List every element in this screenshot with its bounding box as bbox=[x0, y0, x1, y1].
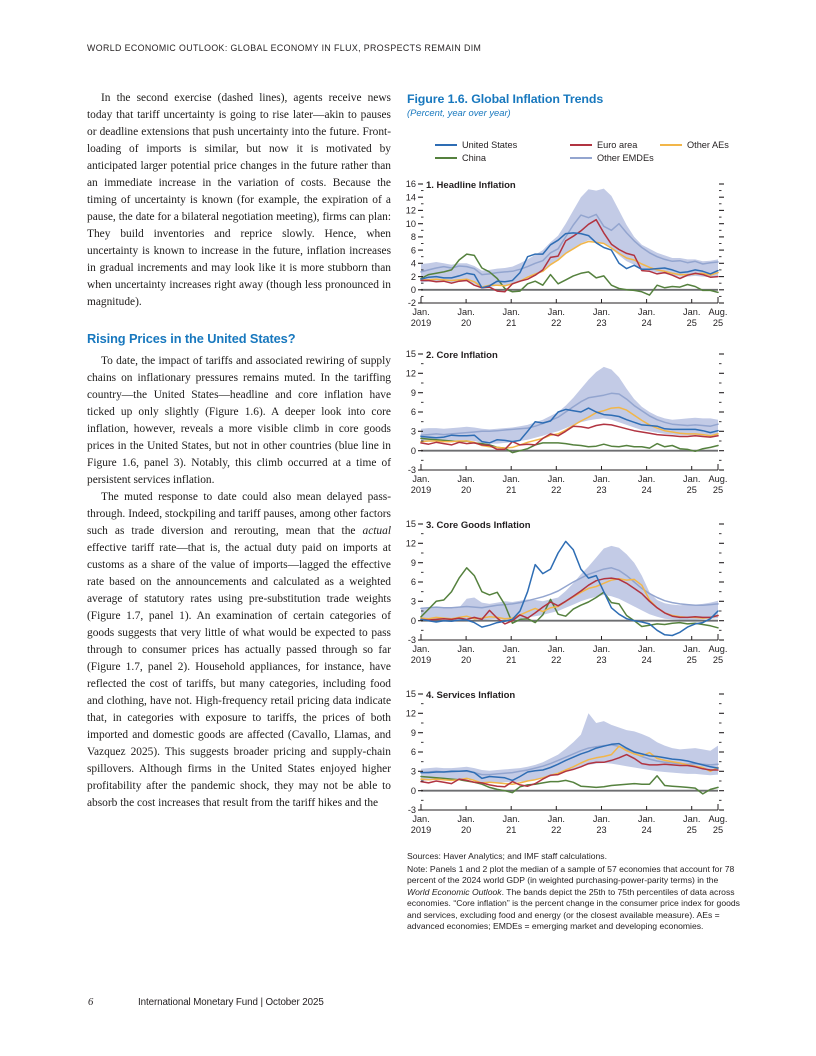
svg-text:21: 21 bbox=[506, 825, 517, 835]
panel-4-services-inflation-chart bbox=[402, 686, 738, 843]
svg-text:2019: 2019 bbox=[410, 825, 432, 835]
page-number: 6 bbox=[88, 997, 94, 1008]
svg-text:Jan.: Jan. bbox=[547, 644, 565, 654]
legend-label: China bbox=[462, 153, 487, 163]
legend-swatch bbox=[435, 144, 457, 146]
svg-text:Jan.: Jan. bbox=[637, 644, 656, 654]
svg-text:12: 12 bbox=[405, 708, 416, 719]
figure-title: Figure 1.6. Global Inflation Trends bbox=[407, 92, 604, 106]
legend-item-china bbox=[435, 152, 486, 164]
svg-text:25: 25 bbox=[712, 825, 724, 835]
svg-text:20: 20 bbox=[460, 318, 472, 328]
svg-text:0: 0 bbox=[410, 285, 416, 295]
svg-text:Jan.: Jan. bbox=[592, 307, 611, 317]
svg-text:4. Services Inflation: 4. Services Inflation bbox=[426, 690, 516, 701]
svg-text:6: 6 bbox=[410, 245, 416, 256]
legend-item-other-emdes bbox=[570, 152, 654, 164]
svg-text:12: 12 bbox=[405, 205, 416, 216]
note-part-b: . The bands depict the 25th to 75th percentiles of data across economies. “Core inflation” is the percent change in the consumer price index for goods and services, excluding food and energy (or the closest available measure). AEs = advanced economies; EMDEs = emerging market and developing economies. bbox=[407, 886, 740, 932]
legend-label: Other AEs bbox=[687, 140, 729, 150]
svg-text:23: 23 bbox=[596, 825, 607, 835]
legend-item-other-aes bbox=[660, 139, 729, 151]
svg-text:Jan.: Jan. bbox=[502, 814, 520, 824]
svg-text:3: 3 bbox=[410, 596, 416, 607]
svg-text:24: 24 bbox=[641, 825, 652, 835]
svg-text:Jan.: Jan. bbox=[457, 474, 475, 484]
legend-swatch bbox=[660, 144, 682, 146]
svg-text:Aug.: Aug. bbox=[708, 814, 728, 824]
svg-text:Jan.: Jan. bbox=[412, 644, 430, 654]
svg-text:Jan.: Jan. bbox=[637, 474, 656, 484]
section-heading: Rising Prices in the United States? bbox=[87, 331, 296, 346]
svg-text:9: 9 bbox=[410, 557, 416, 568]
panel-1-headline-inflation-chart bbox=[402, 176, 738, 336]
svg-text:12: 12 bbox=[405, 538, 416, 549]
svg-text:Jan.: Jan. bbox=[457, 814, 475, 824]
svg-text:-3: -3 bbox=[407, 805, 416, 816]
svg-text:23: 23 bbox=[596, 655, 607, 665]
svg-text:24: 24 bbox=[641, 318, 652, 328]
svg-text:-3: -3 bbox=[407, 465, 416, 476]
svg-text:23: 23 bbox=[596, 485, 607, 495]
svg-text:25: 25 bbox=[712, 318, 724, 328]
svg-text:Jan.: Jan. bbox=[457, 644, 475, 654]
svg-text:Jan.: Jan. bbox=[502, 474, 520, 484]
svg-text:Jan.: Jan. bbox=[683, 644, 701, 654]
svg-text:2. Core Inflation: 2. Core Inflation bbox=[426, 350, 498, 361]
svg-text:Jan.: Jan. bbox=[683, 307, 701, 317]
svg-text:2019: 2019 bbox=[410, 655, 432, 665]
svg-text:1. Headline Inflation: 1. Headline Inflation bbox=[426, 180, 516, 191]
legend-swatch bbox=[570, 144, 592, 146]
svg-text:12: 12 bbox=[405, 368, 416, 379]
svg-text:Jan.: Jan. bbox=[547, 474, 565, 484]
svg-text:22: 22 bbox=[551, 485, 562, 495]
panel-3-core-goods-inflation-chart bbox=[402, 516, 738, 673]
svg-text:9: 9 bbox=[410, 387, 416, 398]
panel-2-core-inflation-chart bbox=[402, 346, 738, 503]
footer-publication: International Monetary Fund | October 2025 bbox=[138, 997, 324, 1008]
svg-text:Jan.: Jan. bbox=[592, 814, 611, 824]
svg-text:24: 24 bbox=[641, 485, 652, 495]
svg-text:Aug.: Aug. bbox=[708, 307, 728, 317]
svg-text:6: 6 bbox=[410, 747, 416, 758]
figure-legend bbox=[402, 139, 742, 167]
svg-text:Aug.: Aug. bbox=[708, 474, 728, 484]
svg-text:-2: -2 bbox=[407, 298, 416, 309]
svg-text:Jan.: Jan. bbox=[457, 307, 475, 317]
svg-text:22: 22 bbox=[551, 655, 562, 665]
svg-text:Jan.: Jan. bbox=[683, 814, 701, 824]
paragraph-muted-response bbox=[87, 489, 391, 812]
paragraph-second-exercise: In the second exercise (dashed lines), agents receive news today that tariff uncertainty is going to rise later—akin to pauses or deadline extensions that push uncertainty into the future. Front-loading of imports is similar, but now it is motivated by anticipated larger potential price changes in the future rather than an immediate increase in the variation of costs. Because the timing of uncertainty is known (for example, the expiration of a pause, the date for a bilateral negotiation meeting), firms can plan: They build inventories and reprice slowly. Hence, when uncertainty is known to increase in the future, inflation increases in gradual increments and may look like it is more stubborn than when uncertainty increases right away (though less pronounced in magnitude). bbox=[87, 92, 391, 308]
svg-text:2019: 2019 bbox=[410, 485, 432, 495]
chart-svg bbox=[402, 346, 738, 498]
legend-label: Euro area bbox=[597, 140, 638, 150]
svg-text:3: 3 bbox=[410, 766, 416, 777]
svg-text:25: 25 bbox=[686, 485, 697, 495]
svg-text:22: 22 bbox=[551, 318, 562, 328]
svg-text:Jan.: Jan. bbox=[683, 474, 701, 484]
svg-text:15: 15 bbox=[405, 519, 416, 530]
svg-text:20: 20 bbox=[460, 825, 472, 835]
chart-svg bbox=[402, 516, 738, 668]
paragraph-part-b: effective tariff rate—that is, the actual duty paid on imports at customs as a share of the value of imports—lagged the effective rate based on the announcements and calculated as a weighted average of statutory rates using pre-substitution trade weights (Figure 1.7, panel 1). An examination of certain categories of goods suggests that very little of what would be expected to pass through to consumer prices has actually passed through so far (Figure 1.7, panel 2). Household appliances, for instance, have reflected the cost of tariffs, but many categories, including food and clothing, have not. High-frequency retail pricing data indicate that, in categories with exposure to tariffs, the prices of both imported and domestic goods are affected (Cavallo, Llamas, and Vazquez 2025). This suggests broader pricing and supply-chain spillovers. Although firms in the United States enjoyed higher profitability after the pandemic shock, they may not be able to absorb the cost increases that result from the tariff hikes and the bbox=[87, 542, 391, 809]
svg-text:21: 21 bbox=[506, 318, 517, 328]
svg-text:9: 9 bbox=[410, 727, 416, 738]
legend-swatch bbox=[435, 157, 457, 159]
paragraph-to-date: To date, the impact of tariffs and associated rewiring of supply chains on inflationary pressures remains muted. In the tariffing country—the United States—headline and core inflation have ticked up only slightly (Figure 1.6). A deeper look into core inflation, however, reveals a more visible climb in core goods prices in the United States, but not in other countries (blue line in Figure 1.6, panel 3). Notably, this climb occurred at a time of persistent services inflation. bbox=[87, 355, 391, 486]
svg-text:Jan.: Jan. bbox=[502, 307, 520, 317]
note-italic-title: World Economic Outlook bbox=[407, 886, 502, 897]
paragraph-italic-word: actual bbox=[362, 525, 391, 537]
svg-text:6: 6 bbox=[410, 577, 416, 588]
svg-text:23: 23 bbox=[596, 318, 607, 328]
chart-svg bbox=[402, 686, 738, 838]
running-header: WORLD ECONOMIC OUTLOOK: GLOBAL ECONOMY IN FLUX, PROSPECTS REMAIN DIM bbox=[87, 43, 482, 53]
svg-text:25: 25 bbox=[712, 485, 724, 495]
svg-text:20: 20 bbox=[460, 485, 472, 495]
svg-text:Jan.: Jan. bbox=[547, 814, 565, 824]
svg-text:20: 20 bbox=[460, 655, 472, 665]
svg-text:25: 25 bbox=[712, 655, 724, 665]
svg-text:10: 10 bbox=[405, 218, 416, 229]
svg-text:Jan.: Jan. bbox=[412, 307, 430, 317]
figure-sources: Sources: Haver Analytics; and IMF staff calculations. bbox=[407, 851, 607, 861]
svg-text:Jan.: Jan. bbox=[592, 474, 611, 484]
svg-text:Jan.: Jan. bbox=[637, 814, 656, 824]
svg-text:3. Core Goods Inflation: 3. Core Goods Inflation bbox=[426, 520, 531, 531]
svg-text:8: 8 bbox=[410, 232, 416, 243]
svg-text:21: 21 bbox=[506, 485, 517, 495]
chart-svg bbox=[402, 176, 738, 331]
svg-text:Jan.: Jan. bbox=[502, 644, 520, 654]
svg-text:2019: 2019 bbox=[410, 318, 432, 328]
svg-text:0: 0 bbox=[410, 615, 416, 626]
svg-text:22: 22 bbox=[551, 825, 562, 835]
svg-text:0: 0 bbox=[410, 785, 416, 796]
svg-text:24: 24 bbox=[641, 655, 652, 665]
legend-label: United States bbox=[462, 140, 518, 150]
legend-label: Other EMDEs bbox=[597, 153, 654, 163]
figure-note bbox=[407, 864, 741, 932]
svg-text:25: 25 bbox=[686, 318, 697, 328]
body-text-column bbox=[87, 90, 391, 812]
svg-text:Jan.: Jan. bbox=[592, 644, 611, 654]
legend-item-united-states bbox=[435, 139, 517, 151]
svg-text:Jan.: Jan. bbox=[412, 474, 430, 484]
svg-text:14: 14 bbox=[405, 192, 416, 203]
figure-subtitle: (Percent, year over year) bbox=[407, 107, 511, 118]
svg-text:16: 16 bbox=[405, 179, 416, 190]
svg-text:15: 15 bbox=[405, 349, 416, 360]
svg-text:Jan.: Jan. bbox=[547, 307, 565, 317]
svg-text:-3: -3 bbox=[407, 635, 416, 646]
svg-text:0: 0 bbox=[410, 445, 416, 456]
svg-text:Aug.: Aug. bbox=[708, 644, 728, 654]
svg-text:2: 2 bbox=[410, 271, 416, 282]
note-part-a: Note: Panels 1 and 2 plot the median of a sample of 57 economies that account for 78 percent of the 2024 world GDP (in weighted purchasing-power-parity terms) in the bbox=[407, 864, 735, 886]
legend-item-euro-area bbox=[570, 139, 637, 151]
svg-text:6: 6 bbox=[410, 407, 416, 418]
paragraph-part-a: The muted response to date could also mean delayed pass-through. Indeed, stockpiling and tariff pauses, among other factors such as trade diversion and rerouting, mean that the bbox=[87, 491, 391, 537]
svg-text:15: 15 bbox=[405, 689, 416, 700]
svg-text:3: 3 bbox=[410, 426, 416, 437]
svg-text:Jan.: Jan. bbox=[637, 307, 656, 317]
svg-text:Jan.: Jan. bbox=[412, 814, 430, 824]
svg-text:21: 21 bbox=[506, 655, 517, 665]
svg-text:4: 4 bbox=[410, 258, 416, 269]
svg-text:25: 25 bbox=[686, 655, 697, 665]
svg-text:25: 25 bbox=[686, 825, 697, 835]
legend-swatch bbox=[570, 157, 592, 159]
